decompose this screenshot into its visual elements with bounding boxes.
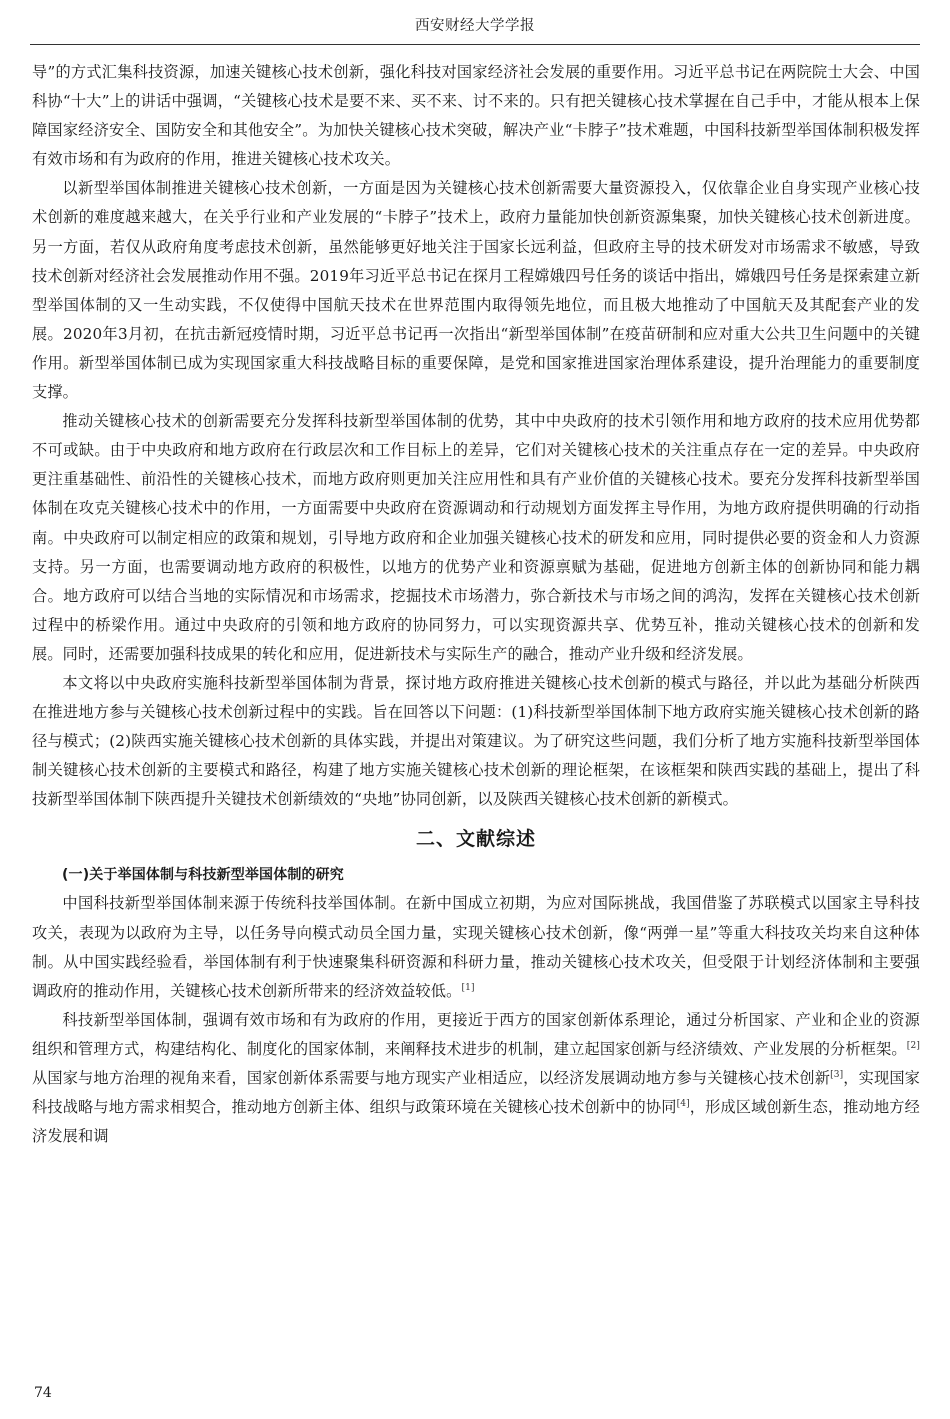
page-number: 74 — [34, 1385, 52, 1401]
citation-1[interactable]: [1] — [461, 982, 475, 993]
article-body — [32, 58, 920, 1151]
paragraph-6-text-d: ，形成区域创新生态，推动地方经济发展和调 — [32, 1098, 920, 1146]
paragraph-6-text-a: 科技新型举国体制，强调有效市场和有为政府的作用，更接近于西方的国家创新体系理论，通过分析国家、产业和企业的资源组织和管理方式，构建结构化、制度化的国家体制，来阐释技术进步的机制，建立起国家创新与经济绩效、产业发展的分析框架。 — [32, 1010, 920, 1058]
paragraph-5 — [32, 889, 920, 1005]
paragraph-1: 导”的方式汇集科技资源，加速关键核心技术创新，强化科技对国家经济社会发展的重要作用。习近平总书记在两院院士大会、中国科协“十大”上的讲话中强调，“关键核心技术是要不来、买不来、讨不来的。只有把关键核心技术掌握在自己手中，才能从根本上保障国家经济安全、国防安全和其他安全”。为加快关键核心技术突破，解决产业“卡脖子”技术难题，中国科技新型举国体制积极发挥有效市场和有为政府的作用，推进关键核心技术攻关。 — [32, 63, 920, 169]
paragraph-2: 以新型举国体制推进关键核心技术创新，一方面是因为关键核心技术创新需要大量资源投入，仅依靠企业自身实现产业核心技术创新的难度越来越大，在关乎行业和产业发展的“卡脖子”技术上，政府力量能加快创新资源集聚，加快关键核心技术创新进度。另一方面，若仅从政府角度考虑技术创新，虽然能够更好地关注于国家长远利益，但政府主导的技术研发对市场需求不敏感，导致技术创新对经济社会发展推动作用不强。2019年习近平总书记在探月工程嫦娥四号任务的谈话中指出，嫦娥四号任务是探索建立新型举国体制的又一生动实践，不仅使得中国航天技术在世界范围内取得领先地位，而且极大地推动了中国航天及其配套产业的发展。2020年3月初，在抗击新冠疫情时期，习近平总书记再一次指出“新型举国体制”在疫苗研制和应对重大公共卫生问题中的关键作用。新型举国体制已成为实现国家重大科技战略目标的重要保障，是党和国家推进国家治理体系建设，提升治理能力的重要制度支撑。 — [32, 179, 920, 402]
paragraph-6 — [32, 1006, 920, 1151]
paragraph-6-text-b: 从国家与地方治理的视角来看，国家创新体系需要与地方现实产业相适应，以经济发展调动地方参与关键核心技术创新 — [32, 1069, 831, 1087]
subsection-heading: (一)关于举国体制与科技新型举国体制的研究 — [62, 867, 344, 884]
paragraph-3: 推动关键核心技术的创新需要充分发挥科技新型举国体制的优势，其中中央政府的技术引领作用和地方政府的技术应用优势都不可或缺。由于中央政府和地方政府在行政层次和工作目标上的差异，它们对关键核心技术的关注重点存在一定的差异。中央政府更注重基础性、前沿性的关键核心技术，而地方政府则更加关注应用性和具有产业价值的关键核心技术。要充分发挥科技新型举国体制在攻克关键核心技术中的作用，一方面需要中央政府在资源调动和行动规划方面发挥主导作用，为地方政府提供明确的行动指南。中央政府可以制定相应的政策和规划，引导地方政府和企业加强关键核心技术的研发和应用，同时提供必要的资金和人力资源支持。另一方面，也需要调动地方政府的积极性，以地方的优势产业和资源禀赋为基础，促进地方创新主体的创新协同和能力耦合。地方政府可以结合当地的实际情况和市场需求，挖掘技术市场潜力，弥合新技术与市场之间的鸿沟，发挥在关键核心技术创新过程中的桥梁作用。通过中央政府的引领和地方政府的协同努力，可以实现资源共享、优势互补，推动关键核心技术的创新和发展。同时，还需要加强科技成果的转化和应用，促进新技术与实际生产的融合，推动产业升级和经济发展。 — [32, 412, 920, 663]
citation-3[interactable]: [3] — [830, 1069, 844, 1080]
journal-title: 西安财经大学学报 — [415, 18, 535, 34]
citation-2[interactable]: [2] — [906, 1040, 920, 1051]
section-heading-literature-review: 二、文献综述 — [415, 828, 536, 851]
paragraph-4: 本文将以中央政府实施科技新型举国体制为背景，探讨地方政府推进关键核心技术创新的模式与路径，并以此为基础分析陕西在推进地方参与关键核心技术创新过程中的实践。旨在回答以下问题：(1)科技新型举国体制下地方政府实施关键核心技术创新的路径与模式；(2)陕西实施关键核心技术创新的具体实践，并提出对策建议。为了研究这些问题，我们分析了地方实施科技新型举国体制关键核心技术创新的主要模式和路径，构建了地方实施关键核心技术创新的理论框架，在该框架和陕西实践的基础上，提出了科技新型举国体制下陕西提升关键技术创新绩效的“央地”协同创新，以及陕西关键核心技术创新的新模式。 — [32, 673, 920, 809]
paragraph-6-text-c: ，实现国家科技战略与地方需求相契合，推动地方创新主体、组织与政策环境在关键核心技术创新中的协同 — [32, 1069, 921, 1117]
paragraph-5-text: 中国科技新型举国体制来源于传统科技举国体制。在新中国成立初期，为应对国际挑战，我国借鉴了苏联模式以国家主导科技攻关，表现为以政府为主导，以任务导向模式动员全国力量，实现关键核心技术创新，像“两弹一星”等重大科技攻关均来自这种体制。从中国实践经验看，举国体制有利于快速聚集科研资源和科研力量，推动关键核心技术攻关，但受限于计划经济体制和主要强调政府的推动作用，关键核心技术创新所带来的经济效益较低。 — [32, 894, 920, 1000]
running-header — [30, 0, 920, 45]
citation-4[interactable]: [4] — [676, 1099, 690, 1110]
